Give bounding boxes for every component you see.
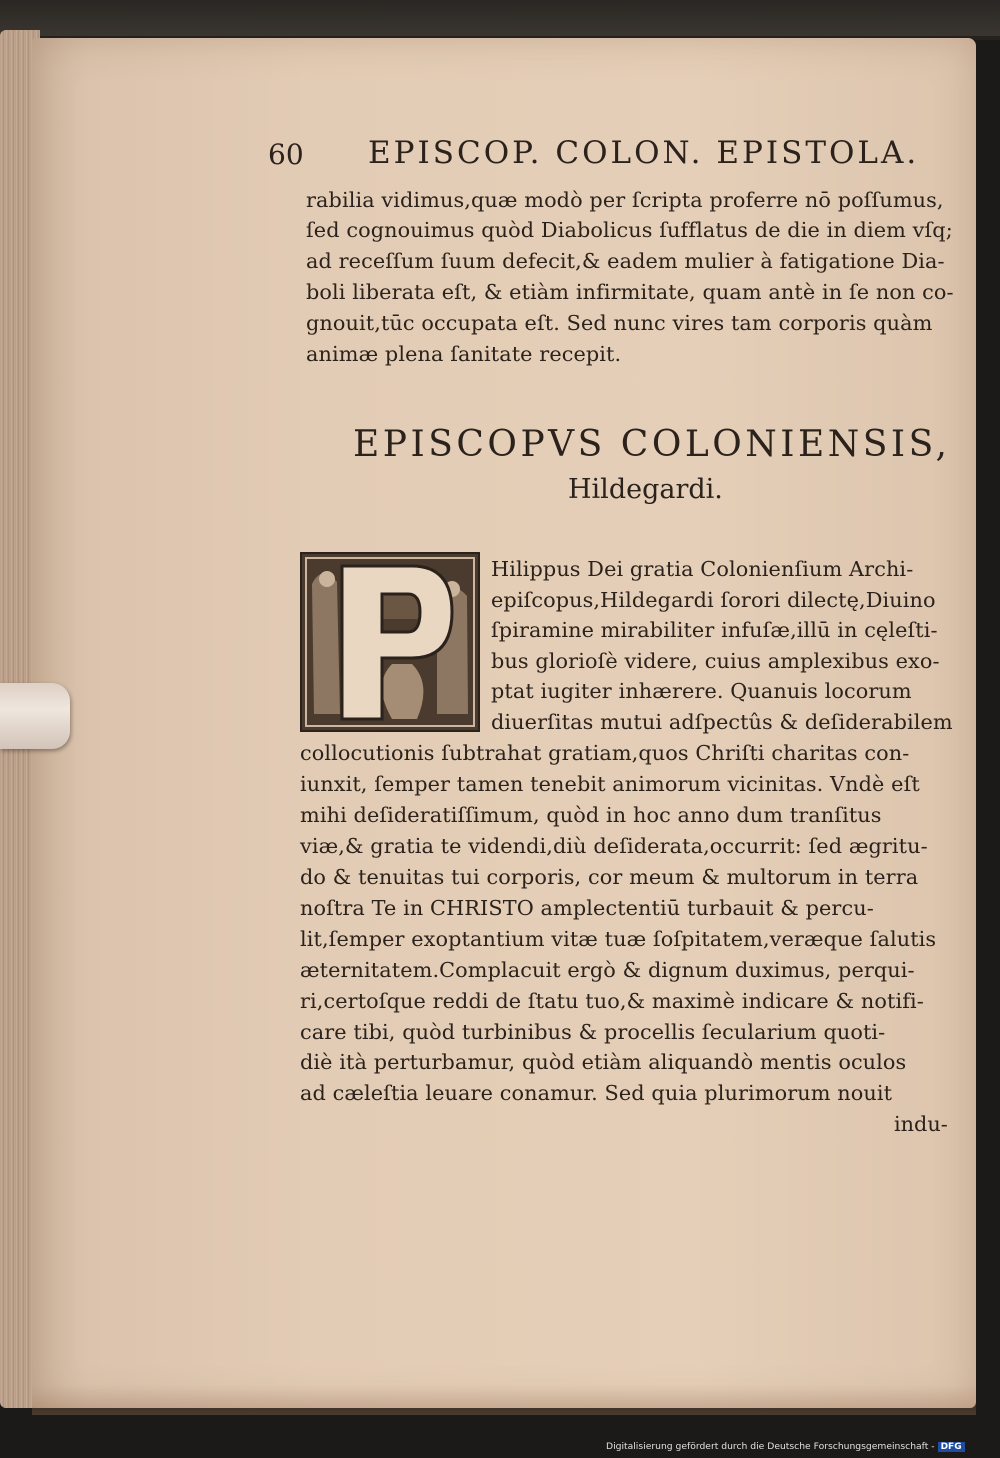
woodcut-initial-letter <box>300 552 480 732</box>
text-line: ſpiramine mirabiliter infuſæ,illū in cęleſti- <box>491 618 938 642</box>
text-line: lit,ſemper exoptantium vitæ tuæ ſoſpitatem,veræque ſalutis <box>300 927 937 951</box>
running-head: EPISCOP. COLON. EPISTOLA. <box>368 135 920 171</box>
text-line: ſed cognouimus quòd Diabolicus ſufflatus de die in diem vſq; <box>306 218 953 242</box>
page-number: 60 <box>268 138 304 171</box>
digitization-credit <box>606 1441 965 1452</box>
text-line: ptat iugiter inhærere. Quanuis locorum <box>491 679 912 703</box>
text-line: æternitatem.Complacuit ergò & dignum duximus, perqui- <box>300 958 915 982</box>
text-line: diè ità perturbamur, quòd etiàm aliquandò mentis oculos <box>300 1050 907 1074</box>
text-line: boli liberata eſt, & etiàm infirmitate, quam antè in ſe non co- <box>306 280 954 304</box>
text-line: ad receſſum ſuum defecit,& eadem mulier à fatigatione Dia- <box>306 249 945 273</box>
text-line: iunxit, ſemper tamen tenebit animorum vicinitas. Vndè eſt <box>300 772 920 796</box>
text-line: mihi deſideratiſſimum, quòd in hoc anno dum tranſitus <box>300 803 882 827</box>
dfg-logo: DFG <box>938 1442 965 1452</box>
text-line: care tibi, quòd turbinibus & procellis ſecularium quoti- <box>300 1020 886 1044</box>
text-line: bus glorioſè videre, cuius amplexibus exo- <box>491 649 940 673</box>
text-line: ad cæleſtia leuare conamur. Sed quia plurimorum nouit <box>300 1081 893 1105</box>
text-line: rabilia vidimus,quæ modò per ſcripta proferre nō poſſumus, <box>306 188 944 212</box>
text-line: gnouit,tūc occupata eſt. Sed nunc vires tam corporis quàm <box>306 311 933 335</box>
credit-text: Digitalisierung gefördert durch die Deutsche Forschungsgemeinschaft - <box>606 1441 935 1452</box>
woodcut-illustration-icon <box>302 554 478 730</box>
bookmark-clip <box>0 683 70 749</box>
section-subheading: Hildegardi. <box>568 474 723 505</box>
leaf-bottom-shadow <box>32 1385 976 1415</box>
text-line: do & tenuitas tui corporis, cor meum & multorum in terra <box>300 865 919 889</box>
text-line: diuerſitas mutui adſpectûs & deſiderabilem <box>491 710 953 734</box>
text-line: ri,certoſque reddi de ſtatu tuo,& maximè indicare & notifi- <box>300 989 924 1013</box>
text-line: animæ plena ſanitate recepit. <box>306 342 622 366</box>
catchword: indu- <box>894 1112 948 1136</box>
text-line: Hilippus Dei gratia Colonienſium Archi- <box>491 557 914 581</box>
section-heading: EPISCOPVS COLONIENSIS, <box>353 424 951 465</box>
text-line: viæ,& gratia te videndi,diù deſiderata,occurrit: ſed ægritu- <box>300 834 928 858</box>
text-line: collocutionis ſubtrahat gratiam,quos Chriſti charitas con- <box>300 741 910 765</box>
text-line: noſtra Te in CHRISTO amplectentiū turbauit & percu- <box>300 896 874 920</box>
scan-background-top-shade <box>0 0 1000 36</box>
text-line: epiſcopus,Hildegardi ſorori dilectę,Diuino <box>491 588 936 612</box>
